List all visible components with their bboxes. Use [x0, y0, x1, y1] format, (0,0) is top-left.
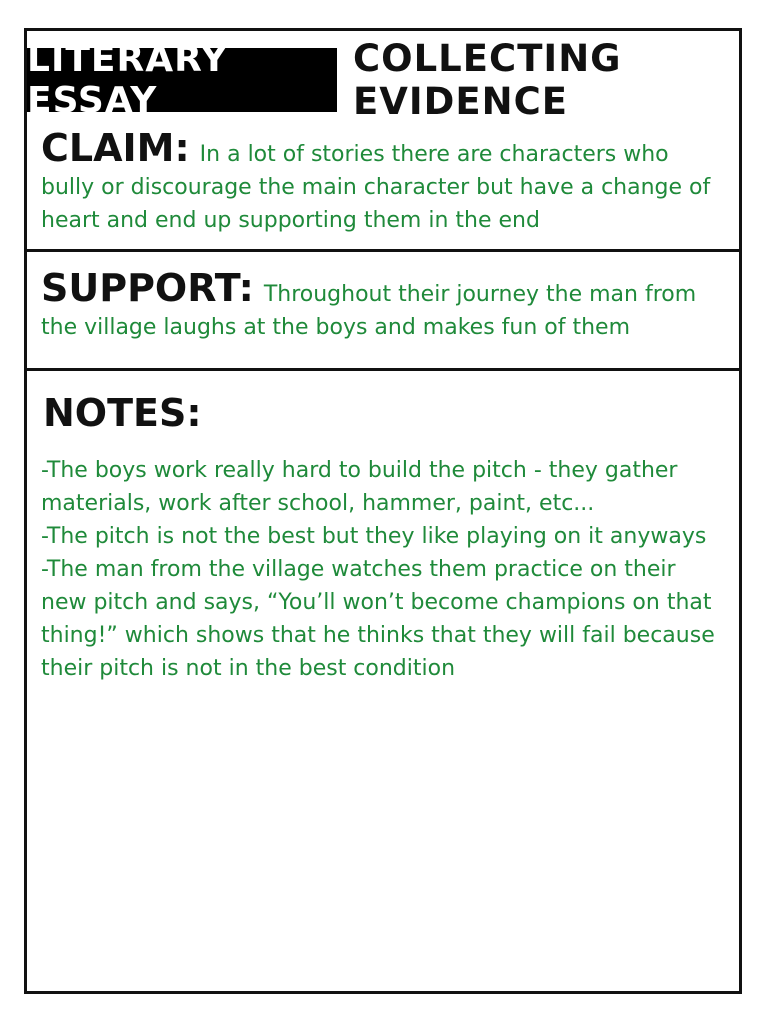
- claim-section: [27, 112, 739, 252]
- claim-label: CLAIM:: [41, 126, 190, 170]
- claim-text: In a lot of stories there are characters who bully or discourage the main character but have a change of heart and end up supporting them in the end: [41, 142, 711, 233]
- support-label: SUPPORT:: [41, 266, 254, 310]
- worksheet-frame: [24, 28, 742, 994]
- header-badge: LITERARY ESSAY: [27, 48, 337, 112]
- support-section: [27, 252, 739, 371]
- notes-item: -The man from the village watches them practice on their new pitch and says, “You’ll won’t become champions on that thing!” which shows that he thinks that they will fail because their pitch is not in the best condition: [41, 557, 715, 681]
- worksheet-header: [27, 37, 739, 123]
- notes-section: [27, 371, 739, 991]
- claim-content: [41, 126, 721, 237]
- notes-list: [41, 454, 723, 685]
- support-content: [41, 266, 721, 344]
- header-title: COLLECTING EVIDENCE: [353, 37, 622, 123]
- notes-item: -The boys work really hard to build the pitch - they gather materials, work after school, hammer, paint, etc...: [41, 458, 678, 516]
- notes-item: -The pitch is not the best but they like playing on it anyways: [41, 524, 707, 549]
- support-text: Throughout their journey the man from the village laughs at the boys and makes fun of them: [41, 282, 697, 340]
- notes-label: NOTES:: [43, 391, 202, 435]
